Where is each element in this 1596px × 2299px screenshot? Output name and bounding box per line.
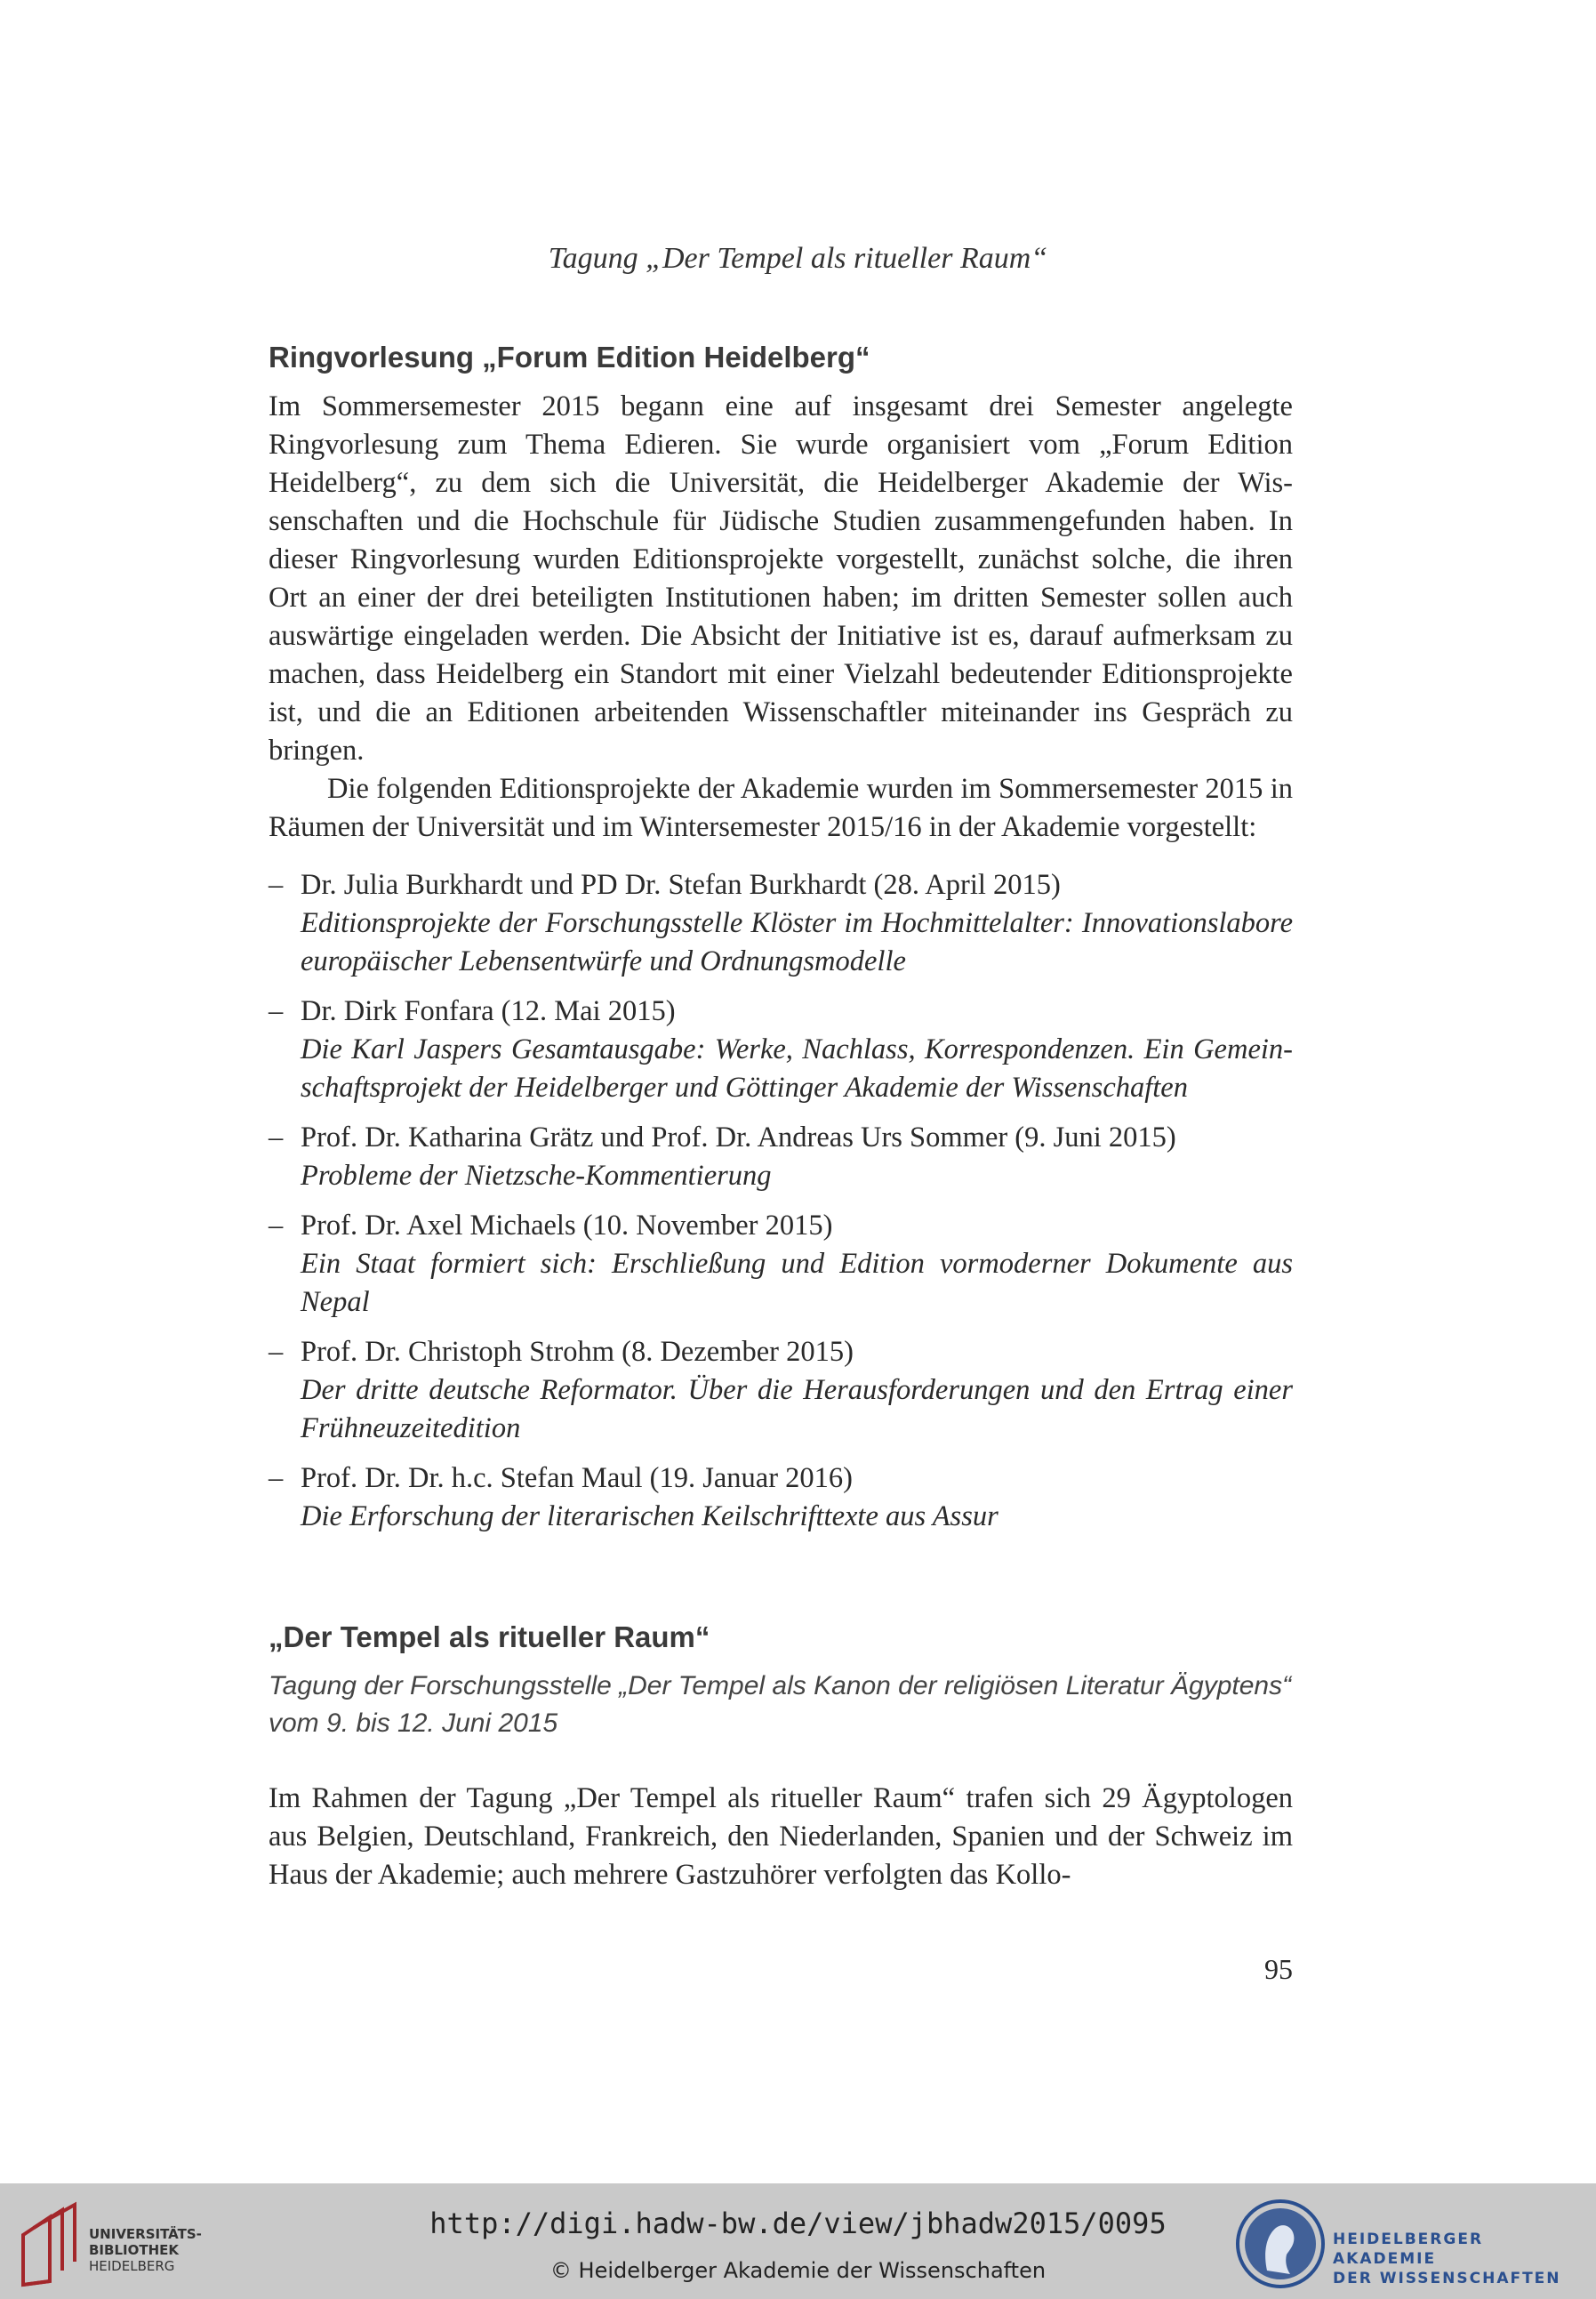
footer-bar	[0, 2183, 1596, 2299]
talk-speaker: Dr. Dirk Fonfara (12. Mai 2015)	[301, 995, 676, 1027]
talk-list	[269, 866, 1293, 1536]
list-dash: –	[269, 1210, 284, 1242]
academy-logo-text: HEIDELBERGER AKADEMIE DER WISSENSCHAFTEN	[1333, 2231, 1561, 2287]
page-number: 95	[1264, 1953, 1293, 1985]
section-heading-tempel: „Der Tempel als ritueller Raum“	[269, 1620, 710, 1653]
section-subtitle: Tagung der Forschungsstelle „Der Tempel als Kanon der religiösen Literatur Ägyptens“ vom 9. bis 12. Juni 2015	[269, 1671, 1292, 1738]
talk-speaker: Dr. Julia Burkhardt und PD Dr. Stefan Burkhardt (28. April 2015)	[301, 869, 1061, 901]
talk-speaker: Prof. Dr. Axel Michaels (10. November 2015)	[301, 1210, 833, 1242]
talk-title: Der dritte deutsche Reformator. Über die Herausforderungen und den Ertrag einer Frühneuzeitedition	[301, 1374, 1293, 1444]
academy-seal-icon	[1231, 2192, 1329, 2295]
paragraph: Im Rahmen der Tagung „Der Tempel als ritueller Raum“ trafen sich 29 Ägyptologen aus Belgien, Deutschland, Frankreich, den Niederlanden, Spanien und der Schweiz im Haus der Akademie; auch mehrere Gastzuhörer verfolgten das Kollo-	[269, 1782, 1293, 1891]
list-dash: –	[269, 1336, 284, 1368]
talk-title: Editionsprojekte der Forschungsstelle Klöster im Hochmittelalter: Innovationslabore europäischer Lebensentwürfe und Ordnungsmodelle	[301, 907, 1293, 977]
talk-speaker: Prof. Dr. Dr. h.c. Stefan Maul (19. Januar 2016)	[301, 1462, 853, 1494]
talk-title: Die Karl Jaspers Gesamtausgabe: Werke, Nachlass, Korrespondenzen. Ein Gemeinschaftsprojekt der Heidelberger und Göttinger Akademie der Wissenschaften	[301, 1033, 1293, 1104]
talk-title: Die Erforschung der literarischen Keilschrifttexte aus Assur	[301, 1500, 999, 1532]
list-dash: –	[269, 1462, 284, 1494]
talk-title: Ein Staat formiert sich: Erschließung und Edition vormoderner Dokumente aus Nepal	[301, 1248, 1293, 1318]
running-head: Tagung „Der Tempel als ritueller Raum“	[548, 242, 1048, 275]
list-item	[269, 993, 1293, 1107]
talk-speaker: Prof. Dr. Katharina Grätz und Prof. Dr. Andreas Urs Sommer (9. Juni 2015)	[301, 1121, 1176, 1154]
footer-url-link[interactable]: http://digi.hadw-bw.de/view/jbhadw2015/0095	[429, 2207, 1167, 2240]
list-item	[269, 1333, 1293, 1448]
list-item	[269, 866, 1293, 981]
page-content	[269, 338, 1293, 1894]
list-dash: –	[269, 995, 284, 1027]
list-dash: –	[269, 1121, 284, 1154]
list-dash: –	[269, 869, 284, 901]
talk-title: Probleme der Nietzsche-Kommentierung	[301, 1160, 772, 1192]
list-item	[269, 1207, 1293, 1322]
paragraph: Im Sommersemester 2015 begann eine auf insgesamt drei Semester angelegte Ringvorlesung zum Thema Edieren. Sie wurde organisiert vom „Forum Edition Heidelberg“, zu dem sich die Universität, die Heidelberger Akademie der Wissenschaften und die Hochschule für Jüdische Studien zusammengefunden haben. In dieser Ringvorlesung wurden Editionsprojekte vorgestellt, zunächst solche, die ihren Ort an einer der drei beteiligten Institutionen haben; im dritten Semester sollen auch auswärtige eingeladen werden. Die Absicht der Initiative ist es, darauf aufmerksam zu machen, dass Heidelberg ein Standort mit einer Vielzahl bedeutender Editionsprojekte ist, und die an Editionen arbeitenden Wissenschaftler miteinander ins Gespräch zu bringen.	[269, 390, 1293, 767]
paragraph: Die folgenden Editionsprojekte der Akademie wurden im Sommersemester 2015 in Räumen der Universität und im Wintersemester 2015/16 in der Akademie vorgestellt:	[269, 773, 1293, 843]
academy-logo	[1231, 2192, 1587, 2295]
footer-copyright: © Heidelberger Akademie der Wissenschaften	[549, 2258, 1047, 2283]
talk-speaker: Prof. Dr. Christoph Strohm (8. Dezember 2015)	[301, 1336, 854, 1368]
library-logo-text: UNIVERSITÄTS- BIBLIOTHEK HEIDELBERG	[89, 2226, 202, 2274]
section-heading-ringvorlesung: Ringvorlesung „Forum Edition Heidelberg“	[269, 341, 870, 374]
list-item	[269, 1459, 1293, 1536]
list-item	[269, 1119, 1293, 1195]
